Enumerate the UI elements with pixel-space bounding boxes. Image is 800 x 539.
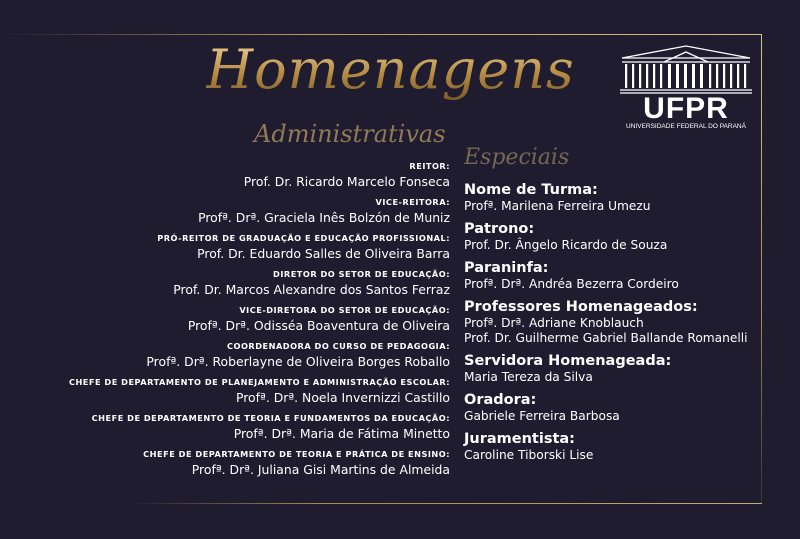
list-item <box>50 446 450 477</box>
list-item <box>50 266 450 297</box>
person-name: Prof. Dr. Marcos Alexandre dos Santos Ferraz <box>173 282 450 297</box>
list-item <box>50 410 450 441</box>
person-name: Prof. Dr. Ricardo Marcelo Fonseca <box>243 174 450 189</box>
person-name: Profª. Drª. Juliana Gisi Martins de Almeida <box>191 462 450 477</box>
person-name: Profª. Drª. Graciela Inês Bolzón de Muniz <box>198 210 450 225</box>
subtitle-especiais: Especiais <box>464 145 570 170</box>
page-title: Homenagens <box>206 38 606 101</box>
role-label: Oradora: <box>464 392 537 408</box>
role-label: Nome de Turma: <box>464 182 598 198</box>
person-name: Profª. Drª. Andréa Bezerra Cordeiro <box>464 277 679 291</box>
person-name: Profª. Drª. Roberlayne de Oliveira Borges Roballo <box>146 354 450 369</box>
logo-subtitle: UNIVERSIDADE FEDERAL DO PARANÁ <box>626 123 746 130</box>
person-name: Prof. Dr. Eduardo Salles de Oliveira Barra <box>197 246 450 261</box>
role-label: CHEFE DE DEPARTAMENTO DE TEORIA E PRÁTICA DE ENSINO: <box>143 449 450 459</box>
list-item <box>464 431 764 463</box>
role-label: Professores Homenageados: <box>464 299 698 315</box>
list-item <box>50 338 450 369</box>
list-item <box>464 260 764 292</box>
list-item <box>464 299 764 346</box>
frame-bottom-line <box>130 503 762 504</box>
person-name: Caroline Tiborski Lise <box>464 448 594 462</box>
person-name: Profª. Drª. Odisséa Boaventura de Oliveira <box>187 318 450 333</box>
role-label: Juramentista: <box>464 431 575 447</box>
person-name: Gabriele Ferreira Barbosa <box>464 409 620 423</box>
person-name: Prof. Dr. Guilherme Gabriel Ballande Romanelli <box>464 331 748 345</box>
role-label: Paraninfa: <box>464 260 549 276</box>
role-label: CHEFE DE DEPARTAMENTO DE TEORIA E FUNDAMENTOS DA EDUCAÇÃO: <box>91 413 450 423</box>
list-item <box>464 221 764 253</box>
frame-top-line <box>2 34 762 35</box>
person-name: Profª. Drª. Maria de Fátima Minetto <box>233 426 450 441</box>
role-label: REITOR: <box>409 161 450 171</box>
list-item <box>50 230 450 261</box>
ufpr-logo <box>620 44 752 130</box>
role-label: VICE-DIRETORA DO SETOR DE EDUCAÇÃO: <box>239 305 450 315</box>
list-item <box>464 182 764 214</box>
list-item <box>50 158 450 189</box>
person-name: Profª. Marilena Ferreira Umezu <box>464 199 651 213</box>
list-item <box>50 302 450 333</box>
role-label: Servidora Homenageada: <box>464 353 672 369</box>
list-item <box>50 374 450 405</box>
list-item <box>50 194 450 225</box>
person-name: Maria Tereza da Silva <box>464 370 593 384</box>
subtitle-administrativas: Administrativas <box>254 120 446 148</box>
list-item <box>464 392 764 424</box>
role-label: VICE-REITORA: <box>375 197 450 207</box>
role-label: COORDENADORA DO CURSO DE PEDAGOGIA: <box>226 341 450 351</box>
role-label: PRÓ-REITOR DE GRADUAÇÃO E EDUCAÇÃO PROFISSIONAL: <box>157 233 450 243</box>
person-name: Profª. Drª. Noela Invernizzi Castillo <box>235 390 450 405</box>
administrativas-list <box>50 158 450 482</box>
especiais-list <box>464 182 764 470</box>
role-label: CHEFE DE DEPARTAMENTO DE PLANEJAMENTO E ADMINISTRAÇÃO ESCOLAR: <box>68 377 450 387</box>
building-icon <box>620 44 752 94</box>
role-label: DIRETOR DO SETOR DE EDUCAÇÃO: <box>273 269 450 279</box>
role-label: Patrono: <box>464 221 535 237</box>
person-name: Profª. Drª. Adriane Knoblauch <box>464 316 644 330</box>
person-name: Prof. Dr. Ângelo Ricardo de Souza <box>464 238 668 252</box>
logo-name: UFPR <box>643 92 729 125</box>
list-item <box>464 353 764 385</box>
